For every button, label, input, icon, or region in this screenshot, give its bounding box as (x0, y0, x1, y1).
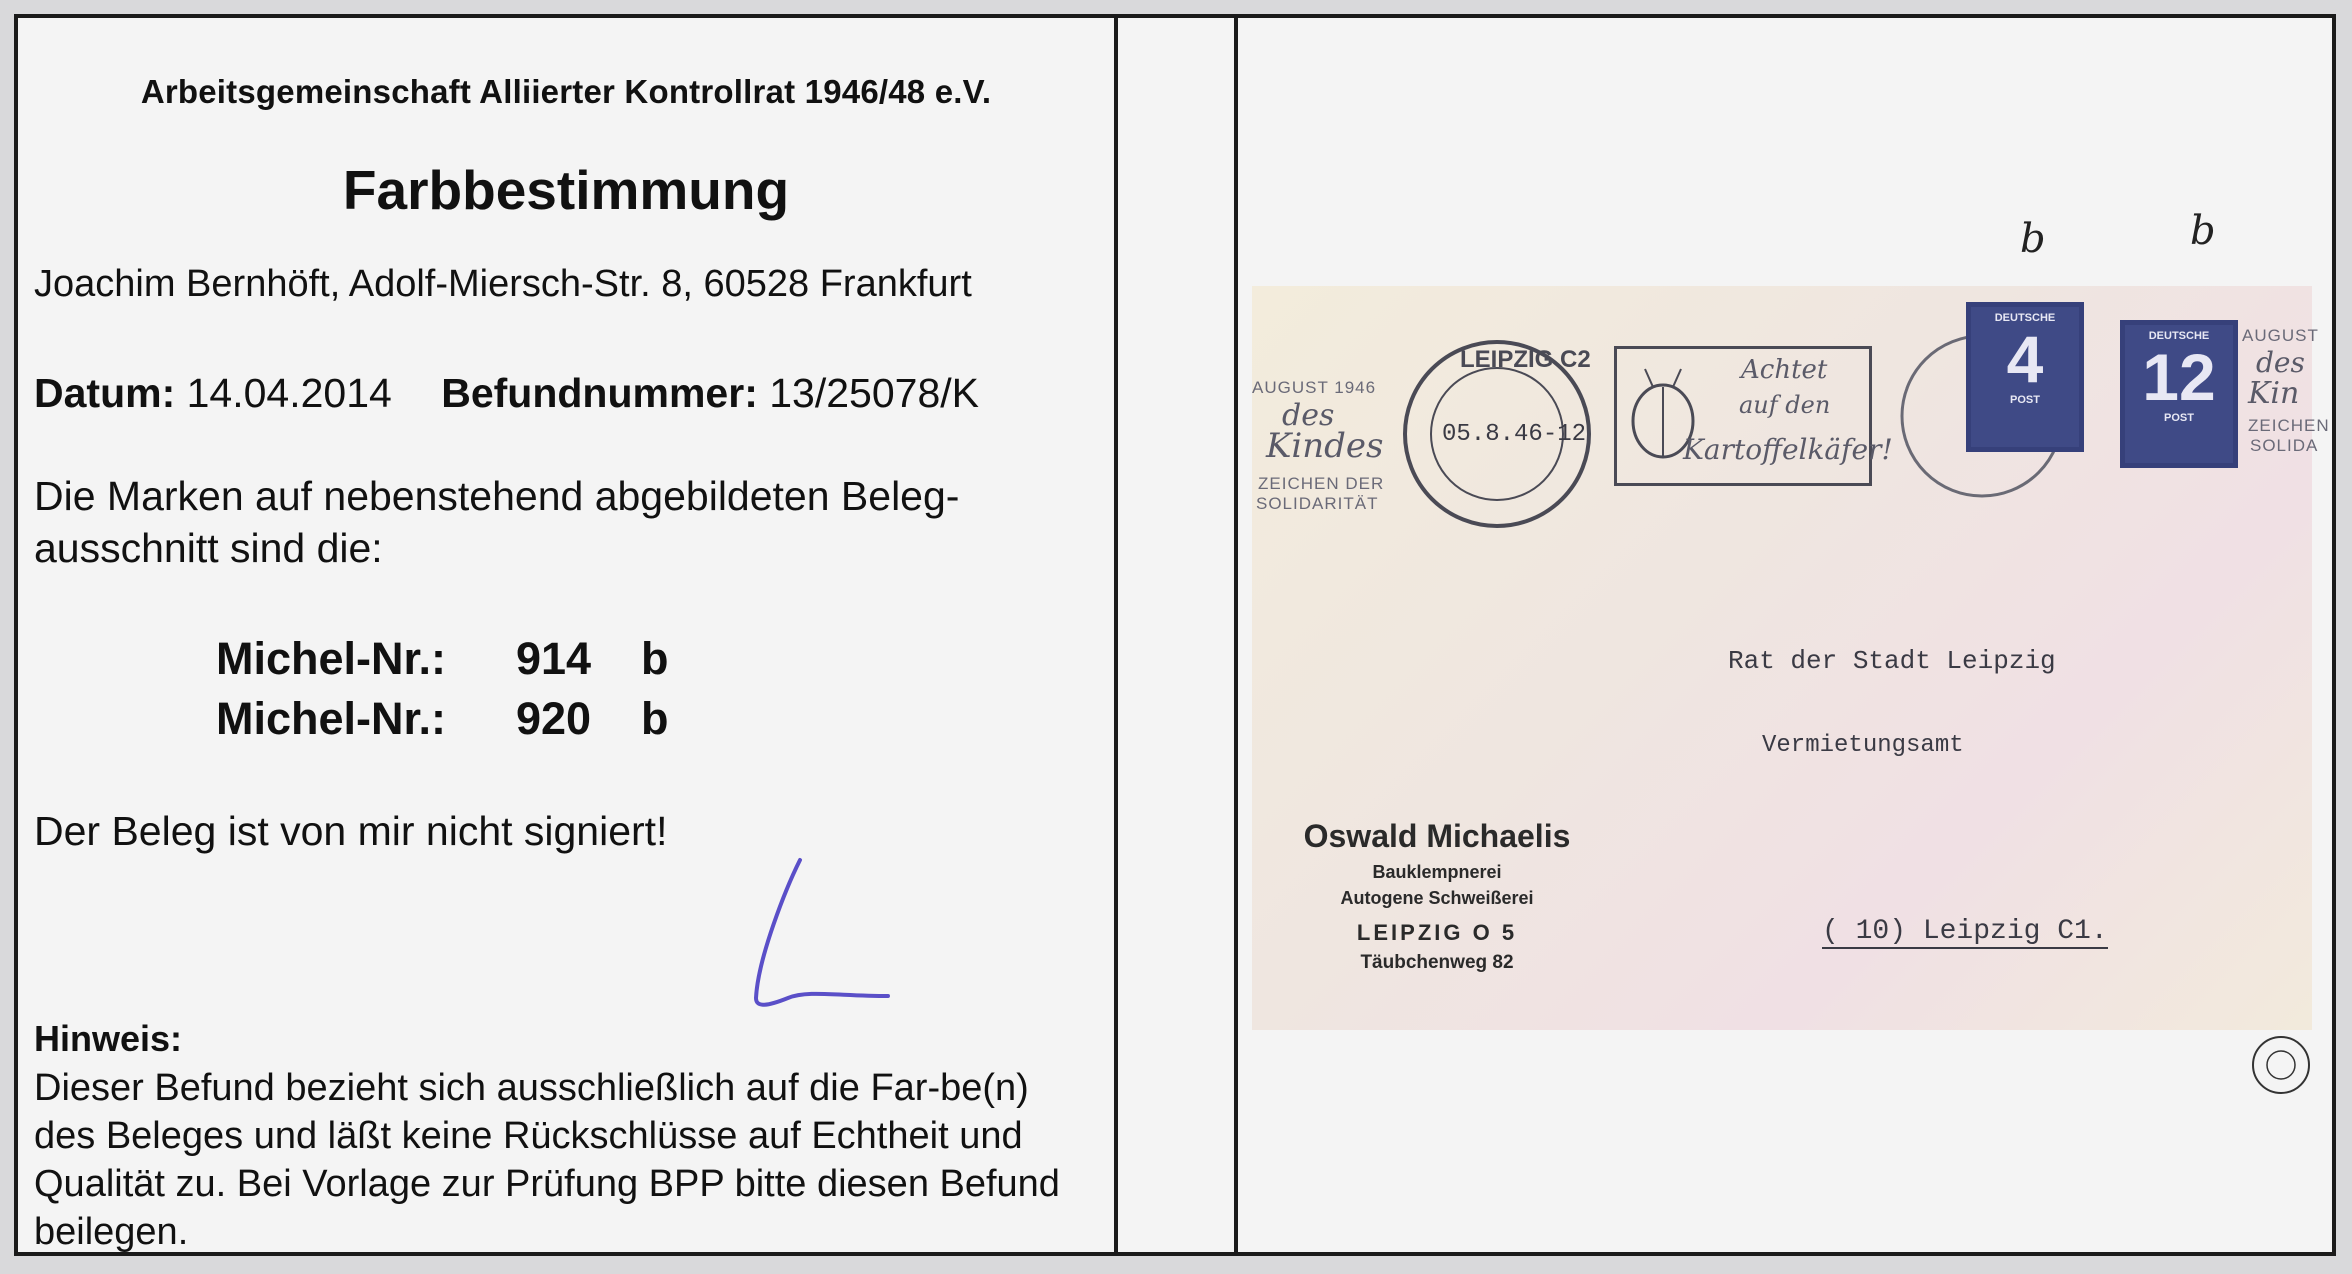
slogan-right-des: des (2256, 346, 2305, 379)
recipient-line3: ( 10) Leipzig C1. (1822, 916, 2108, 947)
michel-label: Michel-Nr.: (216, 633, 447, 684)
certificate-text-panel (18, 18, 1114, 1252)
intro-text: Die Marken auf nebenstehend abgebildeten Beleg-ausschnitt sind die: (34, 473, 960, 571)
slogan-left-kindes: Kindes (1266, 426, 1384, 466)
stamp-value: 4 (2006, 322, 2044, 396)
michel-number: 914 (516, 633, 592, 684)
sender-name: Oswald Michaelis (1303, 818, 1571, 854)
report-number-value: 13/25078/K (769, 370, 979, 416)
handwritten-signature (738, 848, 898, 1018)
postage-stamp-12 (2120, 320, 2238, 468)
date-report-row (34, 370, 979, 417)
postage-stamp-4 (1966, 302, 2084, 452)
slogan-left-top: AUGUST 1946 (1252, 378, 1377, 397)
sender-line2: Autogene Schweißerei (1340, 888, 1534, 908)
beetle-slogan-box (1614, 346, 1893, 486)
unsigned-note: Der Beleg ist von mir nicht signiert! (34, 808, 668, 854)
hint-body: Dieser Befund bezieht sich ausschließlich auf die Far-be(n) des Beleges und läßt keine Rückschlüsse auf Echtheit und Qualität zu. Bei Vorlage zur Prüfung BPP bitte diesen Befund beilegen. (34, 1067, 1060, 1253)
postmark-city: LEIPZIG C2 (1460, 346, 1591, 373)
beetle-slogan-line3: Kartoffelkäfer! (1683, 433, 1893, 466)
michel-entry (216, 693, 669, 745)
stamp-post: POST (2164, 412, 2194, 424)
cover-image-panel (1238, 18, 2332, 1252)
stamp-post: POST (2010, 394, 2040, 406)
certificate-title: Farbbestimmung (342, 159, 790, 221)
stamp-country: DEUTSCHE (2148, 330, 2210, 342)
date-value: 14.04.2014 (186, 370, 392, 416)
michel-variant: b (641, 693, 669, 744)
slogan-right-solida: SOLIDA (2250, 436, 2319, 455)
sender-line3: LEIPZIG O 5 (1356, 920, 1518, 945)
examiner-seal-icon (2250, 1034, 2312, 1096)
slogan-right-zeichen: ZEICHEN (2248, 416, 2330, 435)
michel-number: 920 (516, 693, 592, 744)
pencil-mark: b (2190, 208, 2216, 254)
sender-line4: Täubchenweg 82 (1360, 952, 1514, 973)
column-divider-left (1114, 14, 1118, 1256)
slogan-left-solidaritaet: SOLIDARITÄT (1256, 494, 1379, 513)
stamp-value: 12 (2142, 340, 2216, 414)
hint-title: Hinweis: (34, 1018, 183, 1059)
michel-label: Michel-Nr.: (216, 693, 447, 744)
date-label: Datum: (34, 370, 176, 416)
sender-line1: Bauklempnerei (1372, 862, 1502, 882)
michel-entry (216, 633, 669, 685)
michel-variant: b (641, 633, 669, 684)
slogan-right-top: AUGUST (2242, 326, 2319, 345)
postmark-date: 05.8.46-12 (1442, 421, 1587, 448)
slogan-left-zeichen: ZEICHEN DER (1258, 474, 1385, 493)
cover-envelope (1252, 286, 2330, 1030)
slogan-left-des: des (1282, 398, 1335, 433)
pencil-mark: b (2020, 216, 2046, 262)
slogan-right-kin: Kin (2248, 376, 2300, 411)
beetle-slogan-line1: Achtet (1741, 355, 1828, 385)
report-number-label: Befundnummer: (441, 370, 758, 416)
association-name: Arbeitsgemeinschaft Alliierter Kontrollrat 1946/48 e.V. (140, 73, 992, 110)
stamp-country: DEUTSCHE (1994, 312, 2056, 324)
recipient-line1: Rat der Stadt Leipzig (1728, 646, 2056, 676)
examiner-address: Joachim Bernhöft, Adolf-Miersch-Str. 8, 60528 Frankfurt (34, 263, 972, 305)
beetle-slogan-line2: auf den (1739, 391, 1831, 419)
recipient-line2: Vermietungsamt (1762, 732, 1964, 759)
